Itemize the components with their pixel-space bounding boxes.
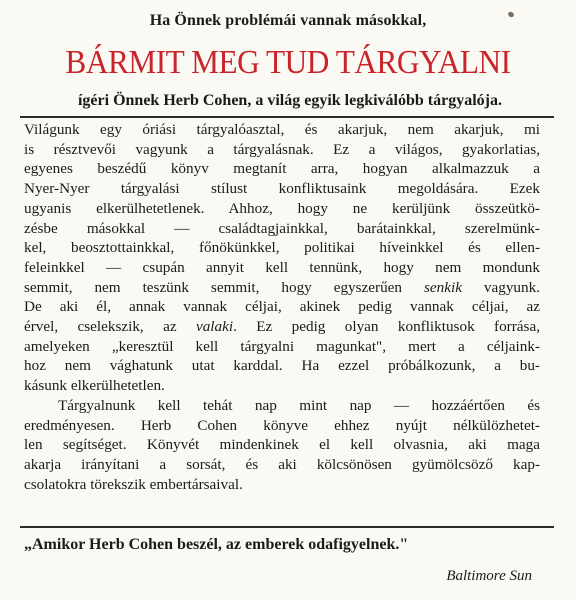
text-segment: semmit, nem teszünk semmit, hogy egyszerűen <box>24 278 403 296</box>
text-line: kel, beosztottainkkal, főnökünkkel, politikai híveinkkel és ellen- <box>24 239 540 257</box>
text-line: Világunk egy óriási tárgyalóasztal, és akarjuk, nem akarjuk, mi <box>24 121 540 138</box>
emphasis-valaki: valaki <box>195 318 234 336</box>
book-title: BÁRMIT MEG TUD TÁRGYALNI <box>65 44 511 81</box>
pre-title: Ha Önnek problémái vannak másokkal, <box>149 12 427 29</box>
text-line <box>24 278 540 298</box>
text-line: zésbe másokkal — családtagjainkkal, barátainkkal, szerelmünk- <box>24 219 540 237</box>
text-line: De aki él, annak vannak céljai, akinek pedig vannak céljai, az <box>24 298 540 316</box>
emphasis-senkik: senkik <box>423 278 462 296</box>
text-segment: . Ez pedig olyan konfliktusok forrása, <box>233 318 540 336</box>
text-segment: érvel, cselekszik, az <box>24 318 177 336</box>
text-line: amelyeken „keresztül kell tárgyalni magunkat", mert a céljaink- <box>24 337 540 355</box>
text-segment: vagyunk. <box>461 278 540 296</box>
text-line: Tárgyalnunk kell tehát nap mint nap — hozzáértően és <box>58 396 540 414</box>
text-line: feleinkkel — csupán annyit kell tennünk, hogy nem mondunk <box>24 258 540 276</box>
blurb-paragraph-1 <box>24 120 540 396</box>
text-line: eredményesen. Herb Cohen könyve ehhez nyújt nélkülözhetet- <box>24 416 540 434</box>
text-line: ugyanis elkerülhetetlenek. Ahhoz, hogy ne kerüljünk összeütkö- <box>24 199 540 217</box>
text-line: len segítséget. Könyvét mindenkinek el kell olvasnia, aki maga <box>24 436 540 454</box>
blurb-paragraph-2 <box>24 396 540 495</box>
review-quote: „Amikor Herb Cohen beszél, az emberek odafigyelnek." <box>24 536 409 553</box>
text-line: egyenes beszédű könyv megtanít arra, hogyan alkalmazzuk a <box>24 160 540 178</box>
blurb-text <box>24 120 540 494</box>
divider-top <box>20 116 554 118</box>
text-line <box>24 317 540 337</box>
text-line: kásunk elkerülhetetlen. <box>24 377 165 395</box>
divider-bottom <box>20 526 554 528</box>
text-line: is résztvevői vagyunk a tárgyalásnak. Ez a világos, gyakorlatias, <box>24 140 540 158</box>
text-line: hoz nem vághatunk utat karddal. Ha ezzel próbálkozunk, a bu- <box>24 357 540 375</box>
text-line: akarja irányítani a sorsát, és aki kölcsönösen gyümölcsöző kap- <box>24 455 540 473</box>
text-line: csolatokra törekszik embertársaival. <box>24 475 243 493</box>
quote-source: Baltimore Sun <box>446 568 532 584</box>
text-line: Nyer-Nyer tárgyalási stílust konfliktusaink megoldására. Ezek <box>24 180 540 198</box>
subtitle: ígéri Önnek Herb Cohen, a világ egyik legkiválóbb tárgyalója. <box>77 92 502 109</box>
